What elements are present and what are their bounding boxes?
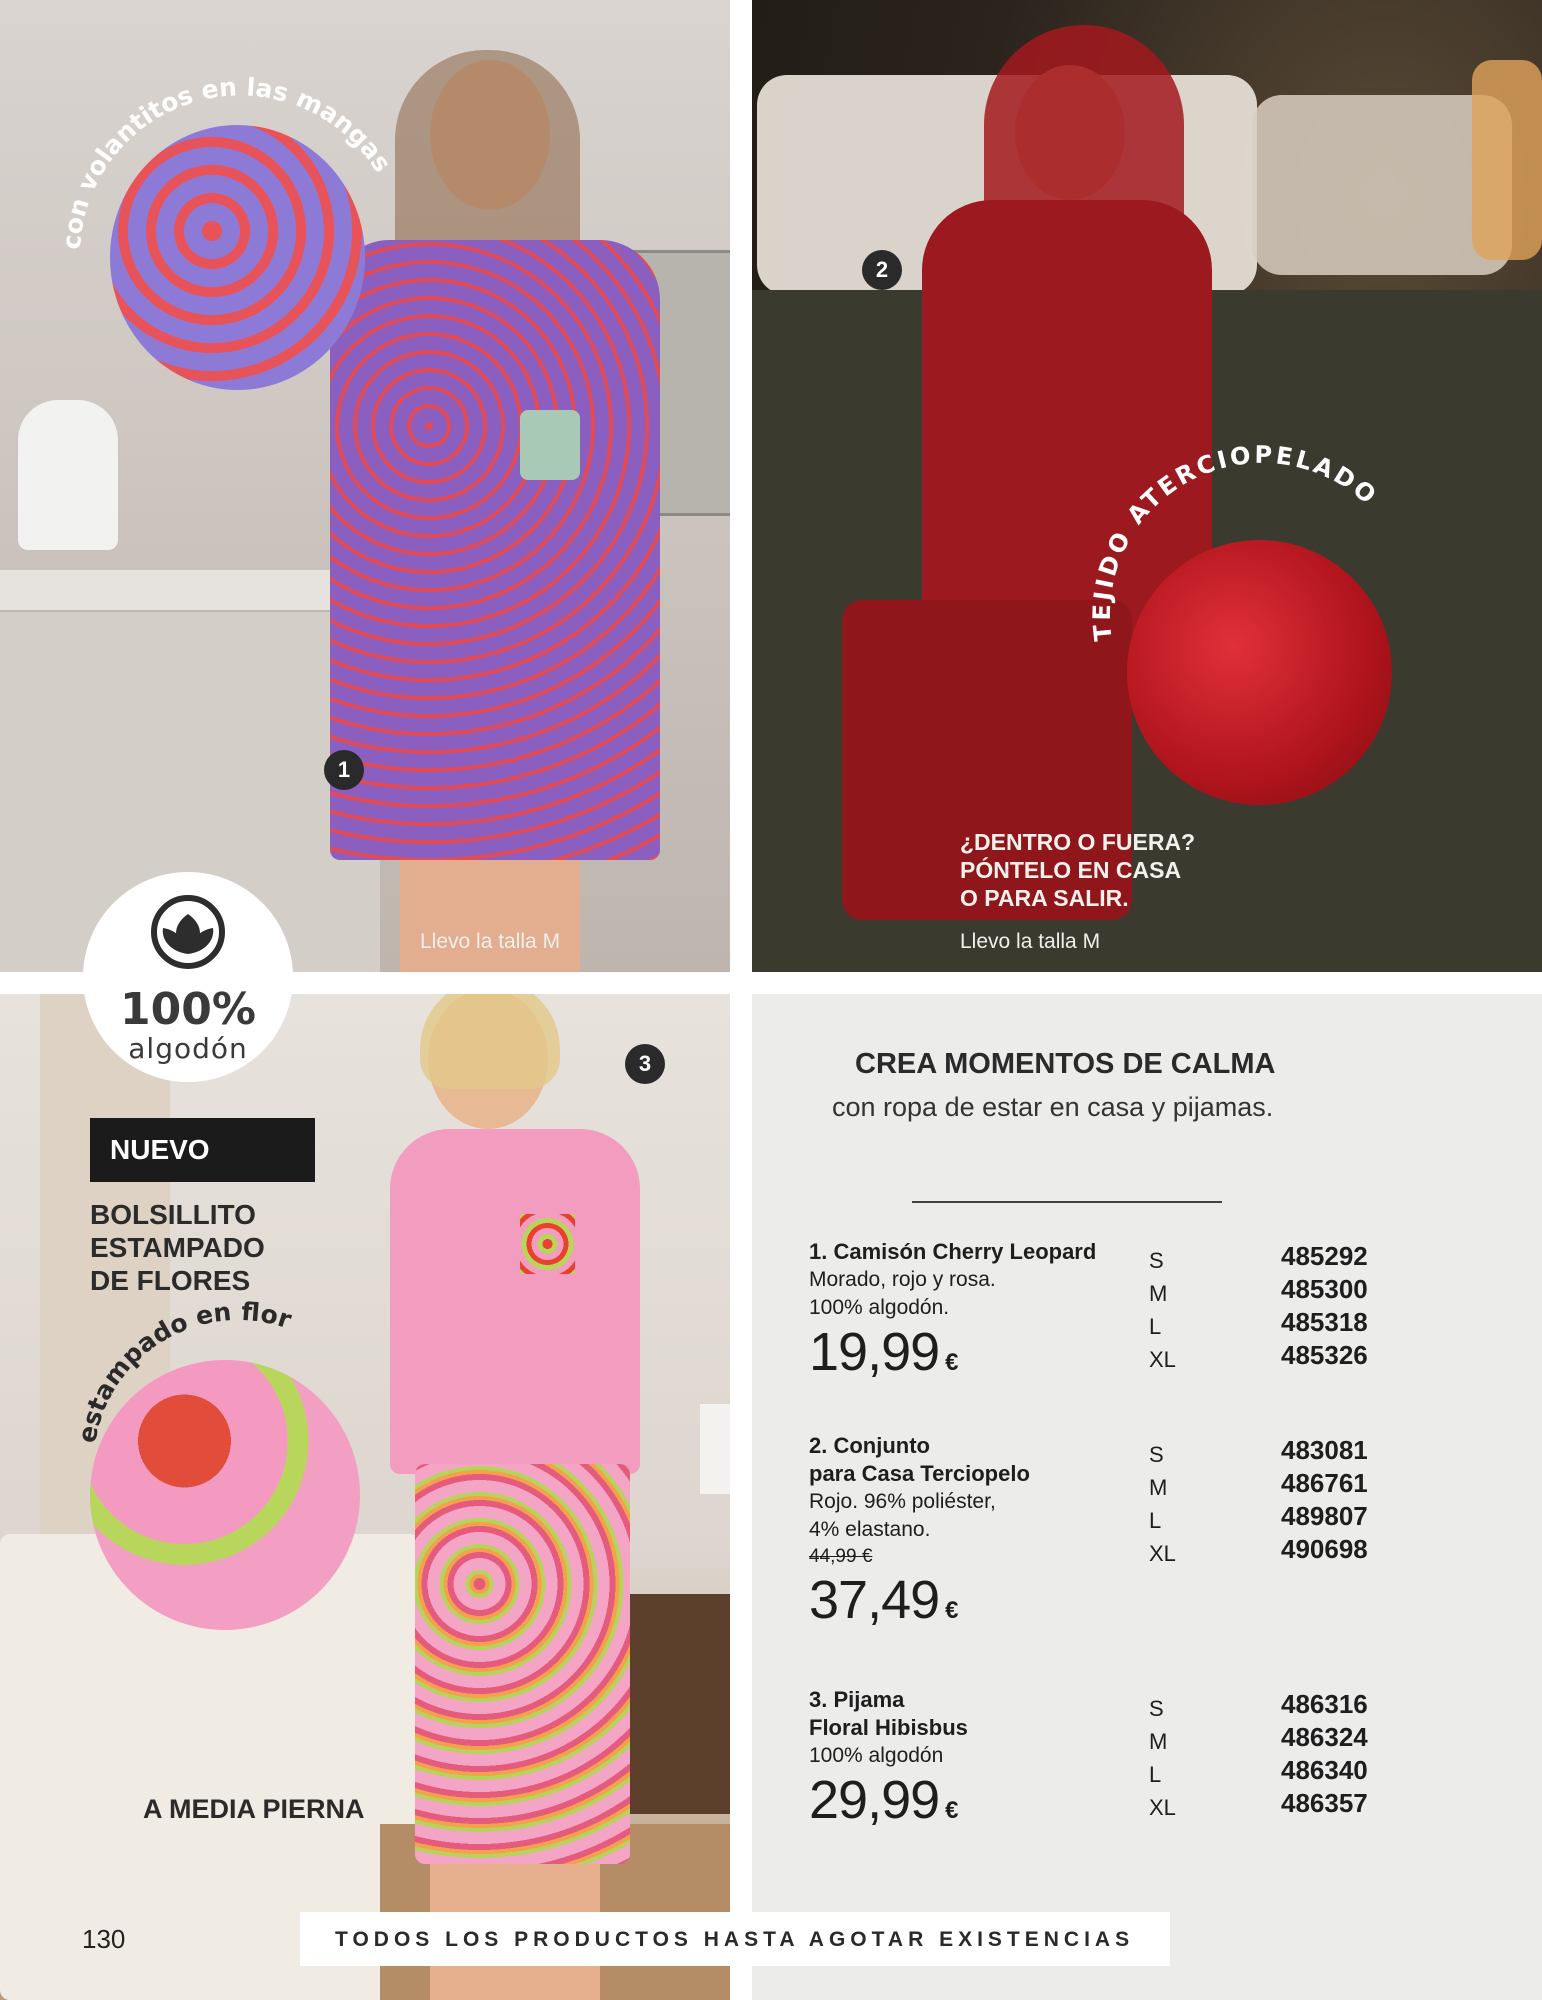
product-details (809, 1686, 1139, 1841)
product-code: 485292 (1281, 1241, 1368, 1271)
feature-line: BOLSILLITO (90, 1199, 256, 1230)
size-label: XL (1149, 1541, 1176, 1566)
product-code-list (1281, 1240, 1368, 1372)
lamp (700, 1404, 730, 1494)
product-code: 489807 (1281, 1501, 1368, 1531)
product-description: 100% algodón (809, 1744, 944, 1767)
product-code: 485300 (1281, 1274, 1368, 1304)
product-code: 483081 (1281, 1435, 1368, 1465)
product-details (809, 1238, 1139, 1393)
size-label: M (1149, 1475, 1168, 1500)
size-list (1149, 1692, 1176, 1824)
size-label: M (1149, 1729, 1168, 1754)
size-label: M (1149, 1281, 1168, 1306)
velvet-detail-text: TEJIDO ATERCIOPELADO (1087, 440, 1384, 643)
price-currency: € (945, 1349, 958, 1376)
product-code: 486357 (1281, 1788, 1368, 1818)
cotton-badge-circle (83, 872, 293, 1082)
price-currency: € (945, 1597, 958, 1624)
size-label: S (1149, 1696, 1164, 1721)
size-label: XL (1149, 1795, 1176, 1820)
product-code: 485326 (1281, 1340, 1368, 1370)
product-code-list (1281, 1688, 1368, 1820)
mug (520, 410, 580, 480)
price-value: 37,49 (809, 1570, 940, 1630)
model-hair (420, 994, 560, 1089)
size-note: Llevo la talla M (420, 930, 561, 953)
size-label: L (1149, 1762, 1162, 1787)
product-photo-conjunto (752, 0, 1542, 972)
callout-text (960, 828, 1195, 912)
product-entry-3 (809, 1686, 1509, 1856)
product-number-badge: 2 (862, 250, 902, 290)
size-label: L (1149, 1508, 1162, 1533)
print-detail-text: estampado en flor (72, 1296, 295, 1446)
product-code: 486316 (1281, 1689, 1368, 1719)
product-price (809, 1322, 1139, 1393)
product-photo-camison (0, 0, 730, 972)
old-price: 44,99 € (809, 1546, 873, 1567)
product-description: 100% algodón. (809, 1296, 950, 1319)
price-currency: € (945, 1797, 958, 1824)
feature-line: DE FLORES (90, 1265, 251, 1296)
price-value: 19,99 (809, 1322, 940, 1382)
product-description: Morado, rojo y rosa. (809, 1268, 996, 1291)
callout-line: ¿DENTRO O FUERA? (960, 829, 1196, 855)
sleeve-detail-text: con volantitos en las mangas (56, 72, 397, 251)
product-title: 2. Conjunto (809, 1433, 930, 1458)
size-label: XL (1149, 1347, 1176, 1372)
sleeve-detail-arc-label (50, 60, 430, 360)
product-description: 4% elastano. (809, 1518, 931, 1541)
product-entry-2 (809, 1432, 1509, 1642)
size-label: S (1149, 1442, 1164, 1467)
page-subheading: con ropa de estar en casa y pijamas. (832, 1092, 1274, 1122)
size-list (1149, 1438, 1176, 1570)
product-price (809, 1770, 1139, 1841)
svg-text:con volantitos en las mangas (57, 72, 397, 250)
product-number-badge: 1 (324, 750, 364, 790)
product-code: 486761 (1281, 1468, 1368, 1498)
heading-divider (912, 1201, 1222, 1203)
product-code: 490698 (1281, 1534, 1368, 1564)
kettle (18, 400, 118, 550)
product-price (809, 1570, 1139, 1641)
product-code: 486340 (1281, 1755, 1368, 1785)
product-code: 485318 (1281, 1307, 1368, 1337)
cotton-label: algodón (128, 1032, 248, 1065)
length-note: A MEDIA PIERNA (143, 1794, 365, 1824)
product-number-badge: 3 (625, 1044, 665, 1084)
cotton-flower-icon (133, 892, 243, 972)
svg-text:estampado en flor (72, 1297, 295, 1445)
product-entry-1 (809, 1238, 1509, 1428)
page-number: 130 (82, 1924, 126, 1954)
product-code: 486324 (1281, 1722, 1368, 1752)
price-value: 29,99 (809, 1770, 940, 1830)
product-info-panel (752, 994, 1542, 2000)
size-list (1149, 1244, 1176, 1376)
size-label: L (1149, 1314, 1162, 1339)
cotton-percent: 100% (120, 984, 256, 1035)
print-detail-arc-label (70, 1294, 390, 1454)
callout-line: PÓNTELO EN CASA (960, 857, 1182, 883)
size-note: Llevo la talla M (960, 930, 1101, 953)
floral-trousers (415, 1464, 630, 1864)
product-title: para Casa Terciopelo (809, 1461, 1030, 1486)
product-title: 1. Camisón Cherry Leopard (809, 1239, 1097, 1264)
size-label: S (1149, 1248, 1164, 1273)
callout-line: O PARA SALIR. (960, 885, 1129, 911)
product-details (809, 1432, 1139, 1641)
page-heading: CREA MOMENTOS DE CALMA (855, 1048, 1276, 1080)
product-title: 3. Pijama (809, 1687, 905, 1712)
nightstand (625, 1594, 730, 1814)
feature-line: ESTAMPADO (90, 1232, 265, 1263)
product-title: Floral Hibisbus (809, 1715, 968, 1740)
new-tag: NUEVO (90, 1118, 315, 1182)
kitchen-counter (0, 570, 380, 610)
floral-pocket (520, 1214, 575, 1274)
footer-disclaimer: TODOS LOS PRODUCTOS HASTA AGOTAR EXISTENCIAS (335, 1928, 1135, 1951)
velvet-detail-arc-label (1072, 440, 1492, 680)
feature-text (90, 1198, 265, 1297)
pink-tshirt (390, 1129, 640, 1474)
product-photo-pijama (0, 994, 730, 2000)
model-legs (400, 860, 580, 972)
product-description: Rojo. 96% poliéster, (809, 1490, 996, 1513)
lamp-glow (1472, 60, 1542, 260)
product-code-list (1281, 1434, 1368, 1566)
